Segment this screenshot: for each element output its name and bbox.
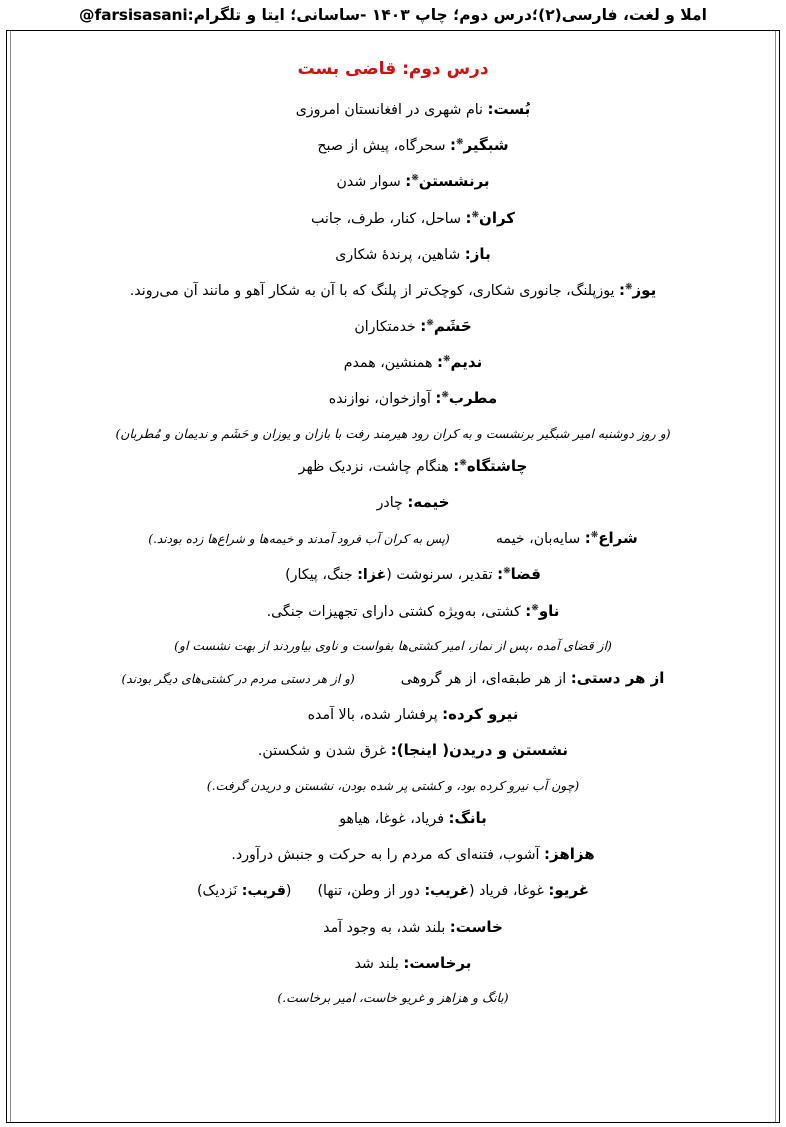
nested-gloss: نَزدیک bbox=[202, 883, 242, 900]
entry-separator: : bbox=[548, 881, 555, 900]
entry-gloss: کشتی، به‌ویژه کشتی دارای تجهیزات جنگی. bbox=[266, 603, 526, 620]
entry-separator: : bbox=[442, 705, 449, 724]
glossary-entry bbox=[27, 456, 759, 477]
entry-gloss: بلند شد bbox=[354, 955, 404, 972]
glossary-entry bbox=[27, 601, 759, 622]
entry-gloss: از هر طبقه‌ای، از هر گروهی bbox=[400, 671, 571, 688]
entry-headword: نشستن و دریدن( اینجا) bbox=[396, 741, 569, 760]
entry-headword: بُست bbox=[493, 100, 531, 118]
header-telegram-handle: @farsisasani bbox=[79, 6, 188, 24]
glossary-entry bbox=[27, 492, 759, 513]
entry-gloss: بلند شد، به وجود آمد bbox=[323, 919, 450, 936]
entry-headword: حَشَم bbox=[433, 317, 472, 336]
entry-headword: ناو bbox=[538, 601, 560, 620]
nested-headword: غزا bbox=[362, 567, 387, 584]
entry-headword: شراع bbox=[598, 529, 638, 548]
entry-gloss: تقدیر، سرنوشت bbox=[391, 567, 498, 584]
entry-gloss: ساحل، کنار، طرف، جانب bbox=[310, 210, 466, 227]
lesson-title: درس دوم: قاضی بست bbox=[297, 59, 489, 79]
entry-headword: مطرب bbox=[448, 389, 498, 408]
glossary-entry bbox=[27, 808, 759, 829]
entry-separator: : bbox=[449, 917, 456, 936]
nested-gloss: جنگ، پیکار bbox=[290, 567, 358, 584]
glossary-entry bbox=[27, 388, 759, 409]
entry-separator: : bbox=[487, 100, 494, 118]
glossary-entry bbox=[27, 953, 759, 974]
paren-open: ( bbox=[386, 567, 392, 584]
asterisk-marker-icon: ❋ bbox=[459, 458, 467, 469]
entry-separator: : bbox=[405, 172, 412, 191]
entry-headword: ندیم bbox=[450, 353, 483, 372]
entry-separator: : bbox=[584, 529, 591, 548]
nested-headword: غریب bbox=[430, 883, 470, 900]
entry-gloss: غرق شدن و شکستن. bbox=[257, 743, 391, 760]
glossary-entry bbox=[27, 564, 759, 585]
glossary-entry bbox=[27, 171, 759, 192]
entry-separator: : bbox=[448, 809, 455, 827]
glossary-entry bbox=[27, 280, 759, 301]
asterisk-marker-icon: ❋ bbox=[442, 354, 451, 365]
asterisk-marker-icon: ❋ bbox=[426, 318, 434, 329]
asterisk-marker-icon: ❋ bbox=[503, 566, 511, 577]
entry-gloss: پرفشار شده، بالا آمده bbox=[307, 707, 443, 724]
glossary-entry bbox=[27, 844, 759, 865]
glossary-entry bbox=[27, 135, 759, 156]
asterisk-marker-icon: ❋ bbox=[456, 137, 464, 148]
asterisk-marker-icon: ❋ bbox=[531, 602, 539, 613]
glossary-entry bbox=[27, 668, 759, 689]
asterisk-marker-icon: ❋ bbox=[590, 530, 599, 541]
entry-gloss: فریاد، غوغا، هیاهو bbox=[339, 811, 449, 827]
quotation-line: (از قضای آمده ،پس از نماز، امیر کشتی‌ها بفواست و ناوی بیاوردند از بهت نشست او) bbox=[174, 637, 612, 653]
entry-separator: : bbox=[435, 389, 442, 408]
entry-gloss: شاهین، پرندۀ شکاری bbox=[335, 246, 465, 263]
glossary-content bbox=[11, 31, 775, 1006]
entry-separator: : bbox=[450, 136, 456, 155]
glossary-entry bbox=[27, 917, 759, 938]
paren-open: ( bbox=[469, 883, 475, 900]
glossary-entry bbox=[27, 316, 759, 337]
asterisk-marker-icon: ❋ bbox=[624, 282, 633, 293]
glossary-entry bbox=[27, 244, 759, 265]
entry-gloss: سایه‌بان، خیمه bbox=[495, 531, 585, 548]
entry-headword: باز bbox=[470, 244, 491, 263]
paren-close: ) bbox=[285, 567, 291, 584]
entry-gloss: سوار شدن bbox=[336, 174, 406, 191]
entry-headword: یوز bbox=[632, 280, 657, 299]
entry-headword: از هر دستی bbox=[576, 669, 665, 688]
header-title-text: املا و لغت، فارسی(۲)؛درس دوم؛ چاپ ۱۴۰۳ -ساسانی؛ ایتا و تلگرام: bbox=[187, 6, 707, 24]
entry-headword: برنشستن bbox=[418, 172, 490, 191]
glossary-entry bbox=[27, 880, 759, 901]
asterisk-marker-icon: ❋ bbox=[411, 173, 419, 184]
glossary-entry bbox=[27, 528, 759, 549]
glossary-entry bbox=[27, 208, 759, 229]
nested-separator: : bbox=[241, 883, 248, 900]
entry-headword: قضا bbox=[510, 565, 541, 584]
entry-gloss: هنگام چاشت، نزدیک ظهر bbox=[298, 458, 454, 475]
entry-gloss: غوغا، فریاد bbox=[474, 883, 549, 900]
entry-headword: شبگیر bbox=[463, 136, 509, 155]
entry-gloss: خدمتکاران bbox=[354, 319, 421, 336]
entry-separator: : bbox=[465, 208, 472, 227]
entry-separator: : bbox=[464, 244, 471, 263]
entry-separator: : bbox=[420, 317, 427, 336]
entry-separator: : bbox=[453, 456, 460, 475]
entry-separator: : bbox=[544, 845, 550, 864]
content-frame-inner bbox=[10, 31, 776, 1122]
document-header-title bbox=[0, 0, 786, 30]
entry-gloss: یوزپلنگ، جانوری شکاری، کوچک‌تر از پلنگ که با آن به شکار آهو و مانند آن می‌روند. bbox=[129, 282, 619, 299]
entry-separator: : bbox=[497, 565, 504, 584]
entry-gloss: آوازخوان، نوازنده bbox=[328, 391, 436, 408]
entry-gloss: نام شهری در افغانستان امروزی bbox=[295, 102, 488, 118]
inline-quotation: (و از هر دستی مردم در کشتی‌های دیگر بودند) bbox=[121, 672, 355, 687]
content-frame-outer bbox=[6, 30, 780, 1123]
entry-separator: : bbox=[403, 953, 410, 972]
nested-separator: : bbox=[424, 883, 431, 900]
glossary-entry bbox=[27, 99, 759, 120]
paren-close: ) bbox=[196, 883, 203, 900]
entry-gloss: همنشین، همدم bbox=[343, 355, 437, 372]
asterisk-marker-icon: ❋ bbox=[441, 390, 449, 401]
inline-quotation: (پس به کران آب فرود آمدند و خیمه‌ها و شراع‌ها زده بودند.) bbox=[148, 532, 450, 547]
entry-separator: : bbox=[390, 741, 397, 760]
paren-close: ) bbox=[317, 883, 324, 900]
asterisk-marker-icon: ❋ bbox=[471, 209, 480, 220]
entry-separator: : bbox=[407, 493, 414, 512]
entry-headword: کران bbox=[479, 208, 516, 227]
entry-separator: : bbox=[525, 601, 532, 620]
entry-headword: نیرو کرده bbox=[448, 705, 519, 724]
entry-separator: : bbox=[570, 669, 577, 688]
paren-open: ( bbox=[285, 883, 292, 900]
nested-headword: قریب bbox=[247, 883, 286, 900]
entry-headword: چاشتگاه bbox=[466, 456, 528, 475]
glossary-entry bbox=[27, 740, 759, 761]
entry-headword: برخاست bbox=[409, 953, 472, 972]
quotation-line: (بانگ و هزاهز و غریو خاست، امیر برخاست.) bbox=[277, 989, 509, 1005]
entry-headword: خیمه bbox=[413, 493, 450, 512]
nested-separator: : bbox=[357, 567, 363, 584]
quotation-line: (چون آب نیرو کرده بود، و کشتی پر شده بودن، نشستن و دریدن گرفت.) bbox=[206, 777, 580, 793]
entry-separator: : bbox=[436, 353, 443, 372]
entry-separator: : bbox=[618, 280, 625, 299]
quotation-line: (و روز دوشنبه امیر شبگیر برنشست و به کران رود هیرمند رفت با بازان و یوزان و حَشَم و ندیمان و مُطربان) bbox=[115, 425, 671, 441]
entry-headword: هزاهز bbox=[550, 845, 595, 864]
glossary-entry bbox=[27, 704, 759, 725]
entry-headword: بانگ bbox=[454, 809, 487, 827]
entry-gloss: آشوب، فتنه‌ای که مردم را به حرکت و جنبش درآورد. bbox=[231, 847, 544, 864]
entry-gloss: چادر bbox=[376, 495, 408, 512]
nested-gloss: دور از وطن، تنها bbox=[323, 883, 425, 900]
entry-headword: خاست bbox=[455, 917, 503, 936]
entry-gloss: سحرگاه، پیش از صبح bbox=[317, 138, 450, 155]
glossary-entry bbox=[27, 352, 759, 373]
entry-headword: غریو bbox=[554, 881, 590, 900]
